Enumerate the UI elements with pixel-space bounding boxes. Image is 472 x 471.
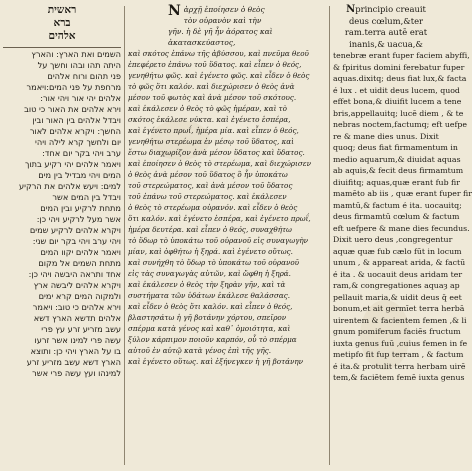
text-line: ויבדל אלהים בין האור ובין <box>32 115 121 125</box>
text-line: iuxta genus fuū ,cuius femen in fe <box>333 338 468 348</box>
greek-text-block <box>128 48 326 367</box>
text-line: quoq; deus fiat firmamentum in <box>333 143 458 152</box>
text-line: יום ולחשך קרא לילה ויהי <box>35 137 121 147</box>
text-line: ἐπεφέρετο ἐπάνω τοῦ ὕδατος. καὶ εἶπεν ὁ θεός, <box>128 60 302 69</box>
text-line: ויאמר אלהים יהי רקיע בתוך <box>24 159 121 169</box>
text-line: ram,& congregationes aquaȝ ap <box>333 281 460 290</box>
text-line: השמים ואת הארץ: והארץ <box>3 47 121 60</box>
greek-heading <box>168 4 326 48</box>
latin-initial: N <box>346 4 356 15</box>
text-line: μίαν, καὶ ὀφθήτω ἡ ξηρά. καὶ ἐγένετο οὕτως. <box>128 247 293 256</box>
text-line: τοῦ ἐπάνω τοῦ στερεώματος. καὶ ἐκάλεσεν <box>128 192 287 201</box>
text-line: אחד ותראה היבשה ויהי כן: <box>28 269 121 279</box>
text-line: ξύλον κάρπιμον ποιοῦν καρπόν, οὗ τὸ σπέρμα <box>128 335 297 344</box>
greek-initial: N <box>168 3 181 19</box>
text-line: καὶ ἐκάλεσεν ὁ θεὸς τὸ φῶς ἡμέραν, καὶ τὸ <box>128 104 287 113</box>
latin-column <box>333 4 472 467</box>
text-line: למים: ויעש אלהים את הרקיע <box>19 181 121 191</box>
text-line: diuifitq; aquas,quæ erant fub fir <box>333 177 460 187</box>
text-line: αὐτοῦ ἐν αὐτῷ κατὰ γένος ἐπὶ τῆς γῆς. <box>128 346 272 355</box>
text-line: ויהי ערב ויהי בקר יום שני: <box>32 236 121 246</box>
text-line: τὸ φῶς ὅτι καλόν. καὶ διεχώρισεν ὁ θεὸς ἀνὰ <box>128 82 295 91</box>
latin-heading-lines <box>333 4 439 50</box>
text-line: καὶ συνήχθη τὸ ὕδωρ τὸ ὑποκάτω τοῦ οὐρανοῦ <box>128 258 300 267</box>
text-line: pellauit maria,& uidit deus q̄ eet <box>333 292 462 302</box>
text-line: μέσον τοῦ φωτὸς καὶ ἀνὰ μέσον τοῦ σκότους. <box>128 93 297 102</box>
text-line: καὶ ἐγένετο οὕτως. καὶ ἐξήνεγκεν ἡ γῆ βοτάνην <box>128 357 303 366</box>
text-line: ולמקוה המים קרא ימים <box>38 291 121 301</box>
text-line: aquas.dixitq; deus fiat lux,& facta <box>333 74 467 83</box>
latin-heading-text: principio creauit <box>355 4 426 14</box>
text-line: ויקרא אלהים לרקיע שמים <box>29 225 121 235</box>
text-line: unum , & appareat arida, & factū <box>333 258 466 267</box>
text-line: ויבדל בין המים אשר <box>52 192 121 202</box>
text-line: εἰς τὰς συναγωγὰς αὐτῶν, καὶ ὤφθη ἡ ξηρά. <box>128 269 291 278</box>
text-line: deus firmamtū cœlum & factum <box>333 212 460 221</box>
text-line: עשב מזריע זרע עץ פרי <box>41 324 121 334</box>
text-line: אלהים תדשא הארץ דשא <box>33 313 121 323</box>
text-line: eft uefpere & mane dies fecundus. <box>333 223 470 233</box>
text-line: אלהים יהי אור ויהי אור: <box>40 93 121 103</box>
text-line: אשר מעל לרקיע ויהי כן: <box>36 214 121 224</box>
text-line: מרחפת על פני המים:ויאמר <box>26 82 121 92</box>
text-line: καὶ ἐκάλεσεν ὁ θεὸς τὴν ξηρὰν γῆν, καὶ τὰ <box>128 280 286 289</box>
column-rule <box>124 6 125 465</box>
text-line: ὅτι καλόν. καὶ ἐγένετο ἑσπέρα, καὶ ἐγένετο πρωΐ, <box>128 214 311 223</box>
text-line: הארץ דשא עשב מזריע זרע <box>26 357 121 367</box>
text-line: החשך: ויקרא אלהים לאור <box>29 126 121 136</box>
text-line: bris,appellauitq; lucē diem , & te <box>333 108 464 118</box>
text-line: metipfo fit fup terram , & factum <box>333 350 464 359</box>
text-line: καὶ ἐποίησεν ὁ θεὸς τὸ στερέωμα, καὶ διεχώρισεν <box>128 159 311 168</box>
text-line: καὶ σκότος ἐπάνω τῆς ἀβύσσου, καὶ πνεῦμα θεοῦ <box>128 49 309 58</box>
text-line: מתחת השמים אל מקום <box>38 258 121 268</box>
text-line: τὸ ὕδωρ τὸ ὑποκάτω τοῦ οὐρανοῦ εἰς συναγωγὴν <box>128 236 309 245</box>
text-line: mamtū,& factum é ita. uocauitq; <box>333 200 462 210</box>
text-line: effet bona,& diuifit lucem a tene <box>333 97 462 106</box>
latin-heading <box>333 4 439 50</box>
text-line: ἀκατασκεύαστος, <box>168 38 236 47</box>
text-line: re & mane dies unus. Dixit <box>333 131 439 141</box>
latin-text-block <box>333 50 472 384</box>
text-line: עשה פרי למינו אשר זרעו <box>34 335 121 345</box>
text-line: ויקרא אלהים ליבשה ארץ <box>33 280 121 290</box>
text-line: βλαστησάτω ἡ γῆ βοτάνην χόρτου, σπεῖρον <box>128 313 287 322</box>
column-rule <box>329 6 330 465</box>
greek-column <box>128 4 326 467</box>
text-line: ἔστω διαχωρίζον ἀνὰ μέσον ὕδατος καὶ ὕδατος. <box>128 148 305 157</box>
text-line: bonum,et ait germīet terra herbā <box>333 304 465 313</box>
text-line: σπέρμα κατὰ γένος καὶ καθ᾽ ὁμοιότητα, καὶ <box>128 324 291 333</box>
text-line: é lux . et uidit deus lucem, quod <box>333 85 460 95</box>
text-line: ὁ θεὸς ἀνὰ μέσον τοῦ ὕδατος ὃ ἦν ὑποκάτω <box>128 170 288 179</box>
hebrew-text-block <box>3 47 121 379</box>
text-line: aquæ quæ fub cælo fūt in locum <box>333 246 462 256</box>
text-line: γενηθήτω φῶς. καὶ ἐγένετο φῶς. καὶ εἶδεν ὁ θεὸς <box>128 71 310 80</box>
text-line: uirentem & facientem femen ,& li <box>333 315 467 325</box>
text-line: γενηθήτω στερέωμα ἐν μέσῳ τοῦ ὕδατος, καὶ <box>128 137 294 146</box>
hebrew-title-line: אלהים <box>48 30 76 42</box>
text-line: ἀρχῇ ἐποίησεν ὁ θεὸς <box>183 5 265 14</box>
greek-heading-lines <box>168 4 326 48</box>
text-line: gnum pomiferum faciēs fructum <box>333 327 461 336</box>
latin-heading-line: inanis,& uacua,& <box>349 38 423 49</box>
text-line: ἡμέρα δευτέρα. καὶ εἶπεν ὁ θεός, συναχθήτω <box>128 225 292 234</box>
latin-heading-line: ram.terra autē erat <box>344 27 428 37</box>
text-line: é ita . & uocauit deus aridam ter <box>333 269 463 279</box>
hebrew-title <box>3 4 121 43</box>
text-line: ab aquis,& fecit deus firmamtum <box>333 166 464 175</box>
text-line: וירא אלהים את האור כי טוב <box>24 104 121 114</box>
text-line: בו על הארץ ויהי כן: ותוצא <box>30 346 121 356</box>
text-line: medio aquarum,& diuidat aquas <box>333 154 461 164</box>
text-line: וירא אלהים כי טוב: ויאמר <box>32 302 121 312</box>
text-line: tem,& faciētem femē iuxta genus <box>333 373 465 382</box>
latin-heading-line: deus cœlum,&ter <box>348 15 424 26</box>
text-line: & fpiritus domini ferebatur fuper <box>333 62 465 72</box>
text-line: σκότος ἐκάλεσε νύκτα. καὶ ἐγένετο ἑσπέρα, <box>128 115 291 124</box>
text-line: מתחת לרקיע ובין המים <box>40 203 121 213</box>
text-line: ויאמר אלהים יקוו המים <box>40 247 121 257</box>
text-line: ὁ θεὸς τὸ στερέωμα οὐρανόν. καὶ εἶδεν ὁ θεὸς <box>128 203 298 212</box>
text-line: המים ויהי מבדיל בין מים <box>38 170 121 180</box>
text-line: tenebræ erant fuper faciem abyffi, <box>333 51 470 60</box>
hebrew-title-line: ברא <box>53 17 71 29</box>
text-line: פני תהום ורוח אלהים <box>47 71 121 81</box>
text-line: למינהו ועץ עשה פרי אשר <box>32 368 121 378</box>
text-line: é ita.& protulit terra herbam uirē <box>333 361 466 371</box>
text-line: καὶ ἐγένετο πρωΐ, ἡμέρα μία. καὶ εἶπεν ὁ θεός, <box>128 126 299 135</box>
text-line: καὶ εἶδεν ὁ θεὸς ὅτι καλόν. καὶ εἶπεν ὁ θεός, <box>128 302 293 311</box>
hebrew-title-line: ראשית <box>47 4 77 16</box>
latin-heading-line <box>333 4 439 16</box>
text-line: τὸν οὐρανὸν καὶ τὴν <box>183 16 262 25</box>
text-line: היתה תהו ובהו וחשך על <box>37 60 121 70</box>
text-line: συστήματα τῶν ὑδάτων ἐκάλεσε θαλάσσας. <box>128 291 291 300</box>
text-line: γῆν. ἡ δὲ γῆ ἦν ἀόρατος καὶ <box>168 27 273 36</box>
text-line: nebras noctem,factumq; eft uefpe <box>333 120 467 129</box>
text-line: τοῦ στερεώματος, καὶ ἀνὰ μέσον τοῦ ὕδατος <box>128 181 293 190</box>
text-line: mamēto ab iis , quæ erant fuper fir <box>333 189 472 198</box>
hebrew-column <box>3 4 121 467</box>
text-line: ערב ויהי בקר יום אחד: <box>42 148 121 158</box>
text-line: Dixit uero deus ,congregentur <box>333 235 453 244</box>
